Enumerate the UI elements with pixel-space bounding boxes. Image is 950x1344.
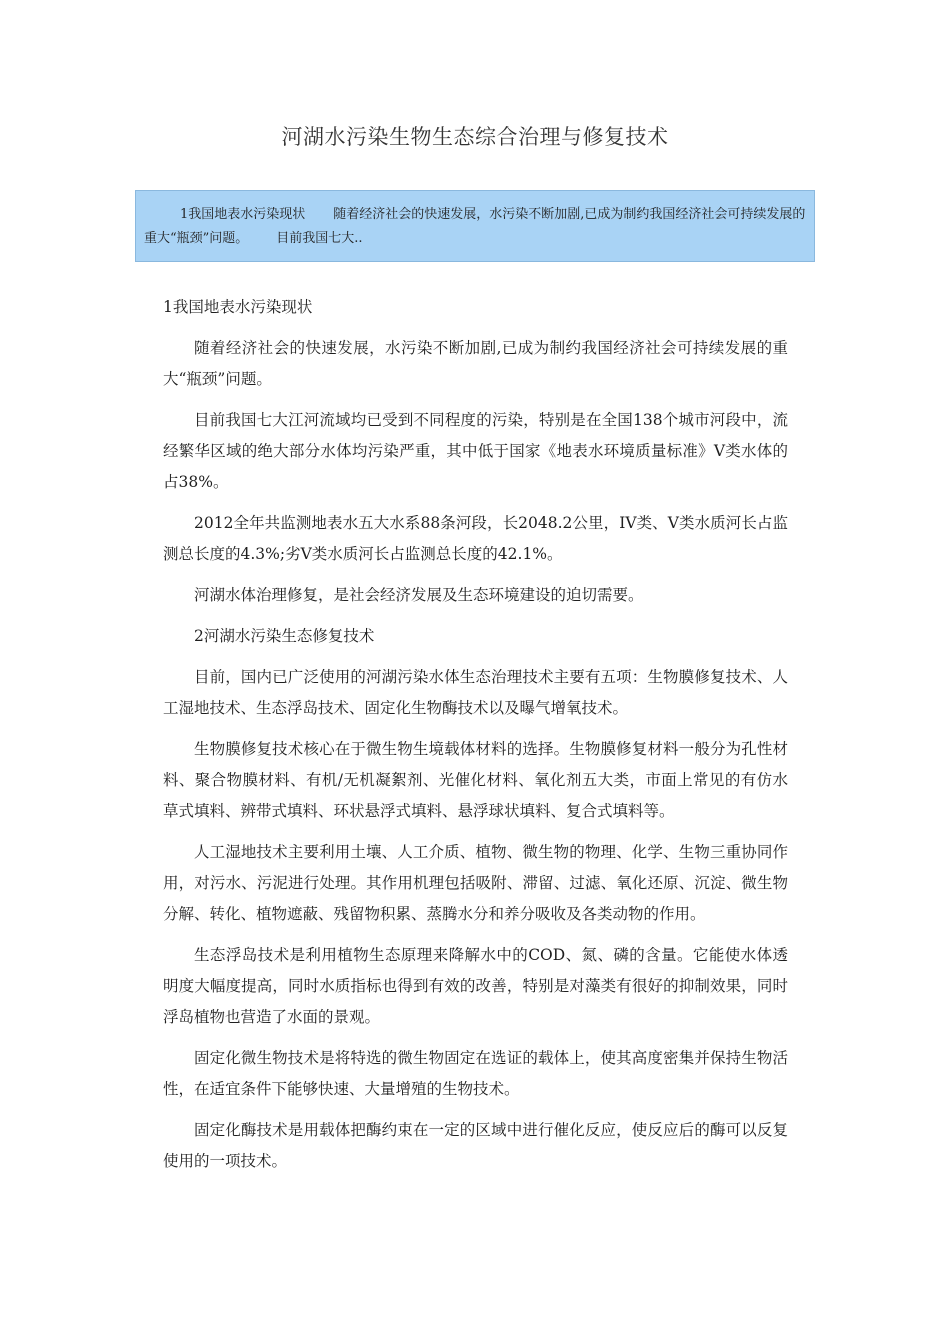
paragraph: 生物膜修复技术核心在于微生物生境载体材料的选择。生物膜修复材料一般分为孔性材料、聚合物膜材料、有机/无机凝絮剂、光催化材料、氧化剂五大类，市面上常见的有仿水草式填料、辨带式填料、环状悬浮式填料、悬浮球状填料、复合式填料等。: [163, 740, 788, 820]
summary-more: 目前我国七大..: [276, 231, 363, 246]
paragraph: 生态浮岛技术是利用植物生态原理来降解水中的COD、氮、磷的含量。它能使水体透明度大幅度提高，同时水质指标也得到有效的改善，特别是对藻类有很好的抑制效果，同时浮岛植物也营造了水面的景观。: [163, 946, 788, 1026]
paragraph: 河湖水体治理修复，是社会经济发展及生态环境建设的迫切需要。: [194, 586, 644, 604]
paragraph: 2012全年共监测地表水五大水系88条河段，长2048.2公里，IV类、V类水质河长占监测总长度的4.3%;劣V类水质河长占监测总长度的42.1%。: [163, 514, 788, 563]
paragraph: 固定化酶技术是用载体把酶约束在一定的区域中进行催化反应，使反应后的酶可以反复使用的一项技术。: [163, 1121, 788, 1170]
paragraph: 目前，国内已广泛使用的河湖污染水体生态治理技术主要有五项：生物膜修复技术、人工湿地技术、生态浮岛技术、固定化生物酶技术以及曝气增氧技术。: [163, 668, 788, 717]
paragraph: 目前我国七大江河流域均已受到不同程度的污染，特别是在全国138个城市河段中，流经繁华区域的绝大部分水体均污染严重，其中低于国家《地表水环境质量标准》V类水体的占38%。: [163, 411, 788, 491]
page-title: 河湖水污染生物生态综合治理与修复技术: [281, 125, 669, 149]
summary-text: 随着经济社会的快速发展，水污染不断加剧,已成为制约我国经济社会可持续发展的重大“瓶颈”问题。: [144, 207, 806, 246]
article-body: [163, 292, 788, 1187]
paragraph: 人工湿地技术主要利用土壤、人工介质、植物、微生物的物理、化学、生物三重协同作用，对污水、污泥进行处理。其作用机理包括吸附、滞留、过滤、氧化还原、沉淀、微生物分解、转化、植物遮蔽、残留物积累、蒸腾水分和养分吸收及各类动物的作用。: [163, 843, 788, 923]
summary-heading: 1我国地表水污染现状: [180, 207, 306, 222]
paragraph: 固定化微生物技术是将特选的微生物固定在选证的载体上，使其高度密集并保持生物活性，在适宜条件下能够快速、大量增殖的生物技术。: [163, 1049, 788, 1098]
summary-box: [135, 190, 815, 262]
section-heading-1: 1我国地表水污染现状: [163, 298, 313, 316]
paragraph: 随着经济社会的快速发展，水污染不断加剧,已成为制约我国经济社会可持续发展的重大“瓶颈”问题。: [163, 339, 788, 388]
section-heading-2: 2河湖水污染生态修复技术: [194, 627, 375, 645]
